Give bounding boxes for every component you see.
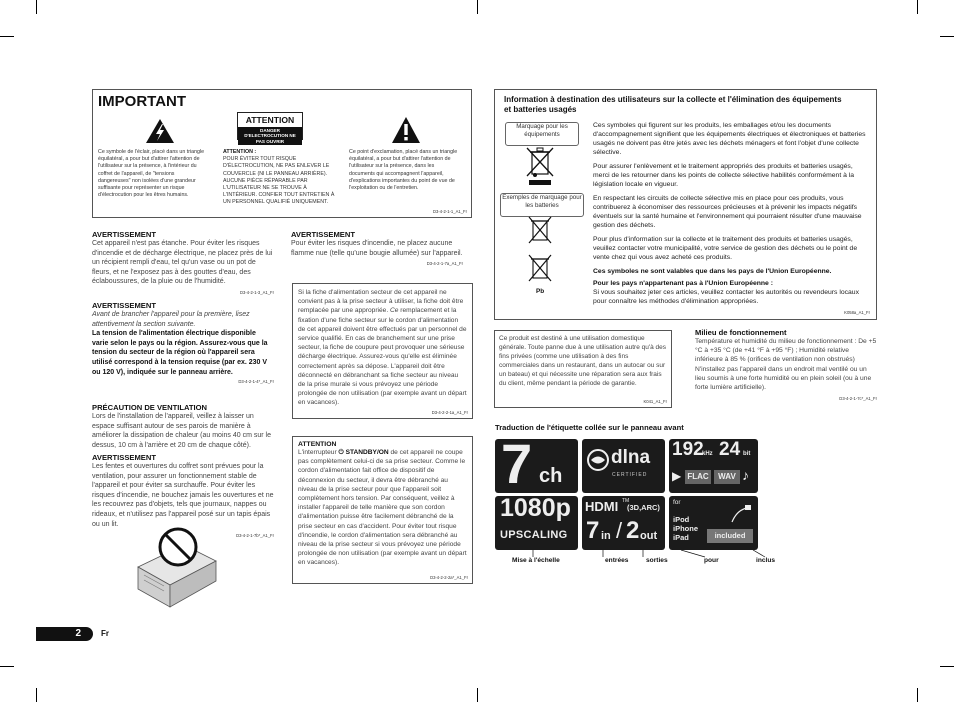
crop-mark bbox=[917, 0, 918, 14]
attention-title: ATTENTION bbox=[298, 441, 337, 448]
warning-flame bbox=[291, 230, 463, 266]
plug-text: Si la fiche d'alimentation secteur de cet appareil ne convient pas à la prise secteur à utiliser, la fiche doit être remplacée par une appropriée. Ce remplacement et la fixation d'une fiche secteur sur le cordon d'alimentation de cet appareil doivent être effectués par un personnel de service qualifié. En cas de branchement sur une prise secteur, la fiche de coupure peut provoquer une sérieuse décharge électrique. Assurez-vous qu'elle est éliminée correctement après sa dépose. L'appareil doit être déconnecté en débranchant sa fiche secteur au niveau de la prise murale si vous prévoyez une période prolongée de non utilisation (par exemple avant un départ en vacances). bbox=[298, 289, 467, 407]
crop-mark bbox=[940, 36, 954, 37]
standby-text: L'interrupteur ⏻ STANDBY/ON de cet appareil ne coupe pas complètement celui-ci de sa prise secteur. Comme le cordon d'alimentation fait office de dispositif de déconnexion du secteur, il devra être débranché au niveau de la prise secteur pour que l'appareil soit complètement hors tension. Par conséquent, veillez à installer l'appareil de telle manière que son cordon d'alimentation puisse être facilement débranché de la prise secteur en cas d'accident. Pour éviter tout risque d'incendie, le cordon d'alimentation sera débranché au niveau de la prise secteur si vous prévoyez une période prolongée de non utilisation (par exemple avant un départ en vacances). bbox=[298, 449, 467, 567]
section-code: D3-4-2-1-7a_A1_Fr bbox=[426, 261, 463, 267]
crossed-bin-icon bbox=[526, 146, 554, 186]
warning-water bbox=[92, 230, 274, 295]
crop-mark bbox=[477, 688, 478, 702]
equipment-marking-label: Marquage pour les équipements bbox=[505, 122, 579, 146]
section-code: K058a_A1_Fr bbox=[844, 310, 870, 315]
crop-mark bbox=[0, 36, 14, 37]
page-number-badge bbox=[36, 627, 93, 641]
crop-mark bbox=[940, 666, 954, 667]
operating-environment bbox=[695, 328, 877, 401]
warning-title: AVERTISSEMENT bbox=[92, 301, 156, 310]
lightning-warning-icon bbox=[145, 118, 175, 144]
warning-bold-text: La tension de l'alimentation électrique disponible varie selon le pays ou la région. Assurez-vous que la tension du secteur de la région où l'appareil sera utilisé correspond à la tension requise (par ex. 230 V ou 120 V), indiquée sur le panneau arrière. bbox=[92, 330, 268, 376]
exclamation-warning-icon bbox=[391, 116, 421, 144]
section-code: D3-4-2-1-4*_A1_Fr bbox=[238, 379, 274, 385]
crossed-bin-battery-icon bbox=[528, 216, 552, 248]
section-code: D3-4-2-1-3_A1_Fr bbox=[240, 289, 274, 295]
operating-environment-text: Température et humidité du milieu de fonctionnement : De +5 °C à +35 °C (de +41 °F à +95 °F) ; Humidité relative inférieure à 85 % (orifices de ventilation non obstrués) N'installez pas l'appareil dans un endroit mal ventilé ou un lieu soumis à une forte humidité ou en plein soleil (ou à une forte lumière artificielle). bbox=[695, 338, 877, 392]
crop-mark bbox=[36, 0, 37, 14]
crop-mark bbox=[477, 0, 478, 14]
crop-mark bbox=[36, 688, 37, 702]
callout-outputs: sorties bbox=[646, 557, 668, 564]
section-code: D3-4-2-1-7b*_A1_Fr bbox=[236, 533, 274, 539]
battery-marking-label: Exemples de marquage pour les batteries bbox=[500, 193, 584, 217]
power-icon: ⏻ bbox=[338, 449, 344, 456]
warning-italic-text: Avant de brancher l'appareil pour la première, lisez attentivement la section suivante. bbox=[92, 311, 250, 328]
section-code: K041_A1_Fr bbox=[643, 399, 667, 404]
disposal-text: Ces symboles qui figurent sur les produits, les emballages et/ou les documents d'accompagnement signifient que les équipements électriques et électroniques et batteries usagés ne doivent pas être jetés avec les déchets ménagers et font l'objet d'une collecte sélective. Pour assurer l'enlèvement et le traitement appropriés des produits et batteries usagés, merci de les retourner dans les points de collecte sélective habilités conformément à la législation locale en vigueur. En respectant les circuits de collecte sélective mis en place pour ces produits, vous contribuerez à économiser des ressources précieuses et à prévenir les impacts négatifs éventuels sur la santé humaine et l'environnement qui pourraient résulter d'une mauvaise gestion des déchets. Pour plus d'information sur la collecte et le traitement des produits et batteries usagés, veuillez contacter votre municipalité, votre service de gestion des déchets ou le point de vente chez qui vous avez acheté ces produits. Ces symboles ne sont valables que dans les pays de l'Union Européenne. Pour les pays n'appartenant pas à l'Union Européenne : Si vous souhaitez jeter ces articles, veuillez contacter les autorités ou revendeurs locaux pour connaître les méthodes d'élimination appropriées. bbox=[593, 122, 866, 305]
crop-mark bbox=[0, 666, 14, 667]
play-icon: ▶ bbox=[672, 469, 682, 483]
warning-title: AVERTISSEMENT bbox=[291, 230, 355, 239]
tile-hires: 192 kHz 24 bit ▶ FLAC WAV ♪ bbox=[669, 439, 758, 493]
warning-title: AVERTISSEMENT bbox=[92, 230, 156, 239]
attention-label: ATTENTION DANGER D'ELECTROCUTION NE PAS OUVRIR bbox=[237, 112, 303, 140]
disposal-info-box bbox=[494, 89, 877, 320]
section-code: D3-4-2-1-7c*_A1_Fr bbox=[839, 396, 877, 402]
no-covering-receiver-icon bbox=[132, 523, 222, 609]
domestic-use-box bbox=[494, 330, 672, 408]
warning-voltage bbox=[92, 301, 274, 384]
important-title: IMPORTANT bbox=[98, 93, 187, 110]
section-code: D3-4-2-1-1_A1_Fr bbox=[433, 209, 467, 214]
ventilation-precaution bbox=[92, 403, 274, 450]
section-code: D3-4-2-2-2a*_A1_Fr bbox=[430, 575, 468, 580]
exclamation-description: Ce point d'exclamation, placé dans un triangle équilatéral, a pour but d'attirer l'attention de l'utilisateur sur la présence, dans les documents qui accompagnent l'appareil, d'explications importantes du point de vue de l'exploitation ou de l'entretien. bbox=[349, 149, 458, 192]
important-box bbox=[92, 89, 472, 218]
crossed-bin-pb-icon bbox=[528, 254, 552, 286]
operating-environment-title: Milieu de fonctionnement bbox=[695, 328, 787, 337]
warning-text: Cet appareil n'est pas étanche. Pour éviter les risques d'incendie et de décharge électrique, ne placez près de lui un récipient rempli d'eau, tel qu'un vase ou un pot de fleurs, et ne l'exposez pas à des gouttes d'eau, des éclaboussures, de la pluie ou de l'humidité. bbox=[92, 240, 273, 286]
ventilation-title: PRÉCAUTION DE VENTILATION bbox=[92, 403, 208, 412]
page-number: 2 bbox=[75, 628, 81, 639]
warning-title: AVERTISSEMENT bbox=[92, 453, 156, 462]
music-note-icon: ♪ bbox=[742, 467, 749, 483]
dlna-logo-icon bbox=[587, 449, 609, 471]
callout-upscaling: Mise à l'échelle bbox=[512, 557, 560, 564]
standby-attention-box bbox=[292, 436, 473, 584]
tile-1080p: 1080p UPSCALING bbox=[495, 496, 578, 550]
front-label-title: Traduction de l'étiquette collée sur le panneau avant bbox=[495, 423, 684, 432]
warning-text: Les fentes et ouvertures du coffret sont prévues pour la ventilation, pour assurer un fonctionnement stable de l'appareil et pour éviter sa surchauffe. Pour éviter les risques d'incendie, ne bouchez jamais les ouvertures et ne les recouvrez pas d'objets, tels que journaux, nappes ou rideaux, et n'utilisez pas l'appareil posé sur un tapis épais ou un lit. bbox=[92, 463, 274, 528]
plug-replacement-box bbox=[292, 283, 473, 419]
disposal-title: Information à destination des utilisateurs sur la collecte et l'élimination des équipements et batteries usagés bbox=[504, 95, 842, 114]
callout-included: inclus bbox=[756, 557, 776, 564]
lightning-description: Ce symbole de l'éclair, placé dans un triangle équilatéral, a pour but d'attirer l'attention de l'utilisateur sur la présence, à l'intérieur du coffret de l'appareil, de "tensions dangereuses" non isolées d'une grandeur suffisante pour représenter un risque d'électrocution pour les êtres humains. bbox=[98, 149, 205, 199]
tile-hdmi: HDMI TM (3D,ARC) 7 in / 2 out bbox=[582, 496, 665, 550]
attention-description: ATTENTION : POUR ÉVITER TOUT RISQUE D'ÉLECTROCUTION, NE PAS ENLEVER LE COUVERCLE (NI LE PANNEAU ARRIÈRE). AUCUNE PIÈCE RÉPARABLE PAR L'UTILISATEUR NE SE TROUVE À L'INTÉRIEUR. CONFIER TOUT ENTRETIEN À UN PERSONNEL QUALIFIÉ UNIQUEMENT. bbox=[223, 149, 335, 206]
tile-dlna: dlna CERTIFIED bbox=[582, 439, 665, 493]
usb-cable-icon bbox=[729, 502, 753, 526]
crop-mark bbox=[917, 688, 918, 702]
warning-text: Pour éviter les risques d'incendie, ne placez aucune flamme nue (telle qu'une bougie allumée) sur l'appareil. bbox=[291, 240, 463, 257]
section-code: D3-4-2-2-1a_A1_Fr bbox=[431, 410, 468, 415]
pb-label: Pb bbox=[536, 288, 545, 295]
tile-ipod: for iPod iPhone iPad included bbox=[669, 496, 758, 550]
domestic-use-text: Ce produit est destiné à une utilisation domestique générale. Toute panne due à une utilisation autre qu'à des fins privées (comme une utilisation à des fins commerciales dans un restaurant, dans un autocar ou sur un bateau) et qui nécessite une réparation sera aux frais du client, même pendant la période de garantie. bbox=[499, 335, 667, 387]
language-code: Fr bbox=[101, 629, 109, 638]
callout-for: pour bbox=[704, 557, 719, 564]
ventilation-text: Lors de l'installation de l'appareil, veillez à laisser un espace suffisant autour de ses parois de manière à améliorer la dissipation de chaleur (au moins 40 cm sur le dessus, 10 cm à l'arrière et 20 cm de chaque côté). bbox=[92, 413, 271, 449]
tile-7ch: 7 ch bbox=[495, 439, 578, 493]
callout-inputs: entrées bbox=[605, 557, 629, 564]
